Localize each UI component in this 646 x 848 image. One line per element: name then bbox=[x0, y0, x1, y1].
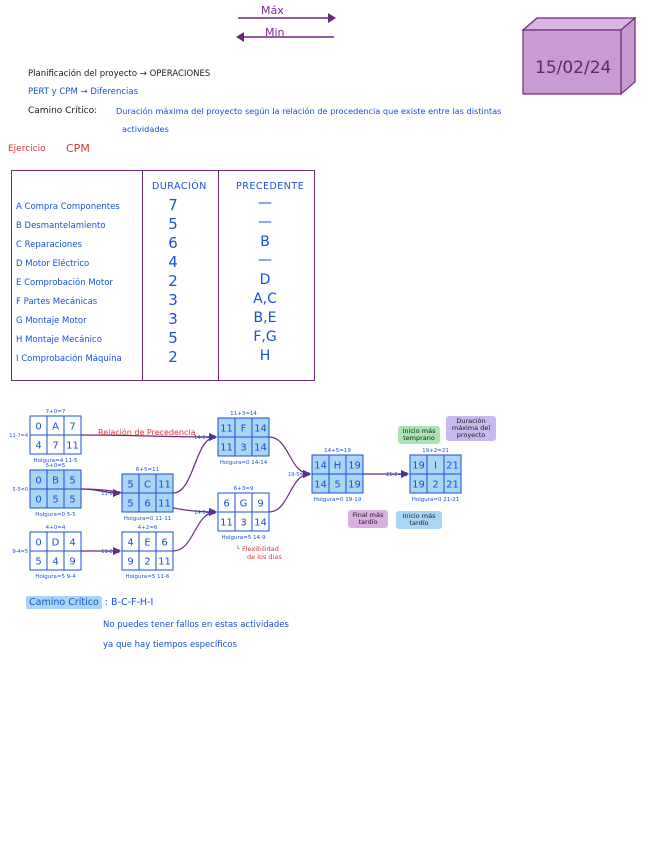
max-label: Máx bbox=[261, 4, 284, 17]
late-start-callout bbox=[396, 511, 442, 529]
node-left-calc: 5-5=0 bbox=[12, 487, 28, 493]
node-cell-value: 9 bbox=[257, 498, 264, 510]
precedent-header: PRECEDENTE bbox=[236, 181, 305, 192]
node-holgura: Holgura=0 21-21 bbox=[411, 497, 460, 503]
node-top-calc: 19+2=21 bbox=[422, 448, 449, 454]
node-cell-value: 5 bbox=[334, 479, 341, 491]
node-holgura: Holgura=5 14-9 bbox=[221, 535, 266, 541]
critical-path-definition-1: Duración máxima del proyecto según la relación de procedencia que existe entre las distintas bbox=[116, 106, 502, 116]
node-cell-value: 0 bbox=[35, 494, 42, 506]
min-label: Min bbox=[265, 26, 285, 39]
activity-precedent: B,E bbox=[253, 310, 277, 326]
node-cell-value: H bbox=[333, 460, 342, 472]
node-cell-value: 14 bbox=[314, 460, 327, 472]
node-top-calc: 14+5=19 bbox=[324, 448, 351, 454]
activity-name: D Motor Eléctrico bbox=[16, 259, 90, 269]
node-cell-value: 9 bbox=[127, 556, 134, 568]
activity-name: C Reparaciones bbox=[16, 240, 82, 250]
node-cell-value: 11 bbox=[220, 442, 233, 454]
node-B bbox=[12, 463, 81, 518]
node-E bbox=[101, 525, 173, 580]
node-cell-value: 21 bbox=[446, 479, 459, 491]
min-arrow-icon bbox=[236, 31, 336, 43]
flex-label-2: de los días bbox=[247, 553, 282, 561]
node-cell-value: 19 bbox=[348, 479, 361, 491]
relation-label: Relación de Precedencia bbox=[98, 428, 196, 437]
activity-name: F Partes Mecánicas bbox=[16, 297, 98, 307]
exercise-method: CPM bbox=[66, 142, 90, 155]
activity-precedent: B bbox=[260, 234, 270, 250]
activity-duration: 6 bbox=[168, 234, 178, 252]
node-left-calc: 14-3=11 bbox=[194, 510, 216, 516]
node-cell-value: I bbox=[434, 460, 437, 472]
node-cell-value: 0 bbox=[35, 475, 42, 487]
activity-duration: 4 bbox=[168, 253, 178, 271]
node-cell-value: 19 bbox=[412, 479, 425, 491]
node-holgura: Holgura=4 11-5 bbox=[33, 458, 78, 464]
conclusion-note-1: No puedes tener fallos en estas actividades bbox=[103, 620, 289, 630]
exercise-label: Ejercicio bbox=[8, 144, 46, 154]
activity-duration: 7 bbox=[168, 196, 178, 214]
node-C bbox=[101, 467, 173, 522]
node-top-calc: 11+3=14 bbox=[230, 411, 257, 417]
node-I bbox=[386, 448, 461, 503]
critical-path-sequence: : B-C-F-H-I bbox=[104, 597, 154, 608]
activity-precedent: — bbox=[258, 195, 272, 211]
node-cell-value: 2 bbox=[144, 556, 151, 568]
max-duration-text: Duración máxima del proyecto bbox=[451, 417, 491, 439]
node-left-calc: 21-2=19 bbox=[386, 472, 408, 478]
cpm-network-diagram bbox=[0, 400, 646, 600]
node-cell-value: 5 bbox=[52, 494, 59, 506]
node-A bbox=[9, 409, 81, 464]
node-cell-value: 7 bbox=[69, 421, 76, 433]
node-cell-value: 5 bbox=[127, 479, 134, 491]
node-D bbox=[12, 525, 81, 580]
activity-precedent: — bbox=[258, 214, 272, 230]
activity-precedent: D bbox=[259, 272, 271, 288]
late-finish-callout bbox=[348, 510, 388, 528]
conclusion-note-2: ya que hay tiempos específicos bbox=[103, 640, 237, 650]
node-cell-value: 11 bbox=[66, 440, 79, 452]
node-cell-value: 14 bbox=[314, 479, 327, 491]
date-text: 15/02/24 bbox=[535, 58, 612, 78]
date-cube bbox=[519, 16, 639, 98]
activity-duration: 3 bbox=[168, 310, 178, 328]
node-cell-value: 14 bbox=[254, 517, 267, 529]
node-left-calc: 11-7=4 bbox=[9, 433, 28, 439]
node-top-calc: 6+3=9 bbox=[233, 486, 254, 492]
node-G bbox=[194, 486, 269, 541]
activity-precedent: — bbox=[258, 252, 272, 268]
node-cell-value: D bbox=[51, 537, 60, 549]
node-cell-value: G bbox=[239, 498, 248, 510]
critical-path-definition-2: actividades bbox=[122, 124, 169, 134]
node-cell-value: 6 bbox=[161, 537, 168, 549]
node-cell-value: 5 bbox=[69, 494, 76, 506]
node-cell-value: 19 bbox=[348, 460, 361, 472]
conclusion-line bbox=[26, 597, 153, 608]
activity-table bbox=[11, 170, 315, 381]
flex-label-1: └ Flexibilidad bbox=[236, 545, 279, 553]
node-holgura: Holgura=0 14-14 bbox=[219, 460, 268, 466]
node-cell-value: 5 bbox=[69, 475, 76, 487]
node-left-calc: 9-4=5 bbox=[12, 549, 28, 555]
critical-path-highlight: Camino Crítico bbox=[26, 596, 102, 609]
node-F bbox=[194, 411, 269, 466]
node-top-calc: 5+0=5 bbox=[45, 463, 66, 469]
node-cell-value: 7 bbox=[52, 440, 59, 452]
duration-header: DURACIÓN bbox=[152, 181, 207, 192]
activity-name: E Comprobación Motor bbox=[16, 278, 113, 288]
node-top-calc: 4+0=4 bbox=[45, 525, 66, 531]
node-holgura: Holgura=5 9-4 bbox=[35, 574, 76, 580]
node-cell-value: 4 bbox=[52, 556, 59, 568]
node-top-calc: 7+0=7 bbox=[45, 409, 66, 415]
node-cell-value: 6 bbox=[223, 498, 230, 510]
node-cell-value: 14 bbox=[254, 442, 267, 454]
activity-name: I Comprobación Máquina bbox=[16, 354, 122, 364]
activity-duration: 5 bbox=[168, 329, 178, 347]
node-cell-value: 11 bbox=[158, 556, 171, 568]
node-top-calc: 4+2=6 bbox=[137, 525, 158, 531]
activity-precedent: H bbox=[259, 348, 271, 364]
node-left-calc: 11-2=9 bbox=[101, 549, 120, 555]
node-cell-value: 5 bbox=[35, 556, 42, 568]
node-cell-value: 3 bbox=[240, 442, 247, 454]
node-left-calc: 19-5=14 bbox=[288, 472, 310, 478]
node-cell-value: 11 bbox=[158, 479, 171, 491]
intro-line-1: Planificación del proyecto → OPERACIONES bbox=[28, 69, 211, 79]
intro-line-2: PERT y CPM → Diferencias bbox=[28, 87, 139, 97]
node-cell-value: 0 bbox=[35, 537, 42, 549]
node-cell-value: 19 bbox=[412, 460, 425, 472]
activity-duration: 2 bbox=[168, 272, 178, 290]
activity-name: B Desmantelamiento bbox=[16, 221, 106, 231]
edge-C-F bbox=[173, 437, 216, 493]
node-cell-value: B bbox=[52, 475, 59, 487]
node-cell-value: E bbox=[144, 537, 151, 549]
max-arrow-icon bbox=[236, 12, 336, 24]
node-cell-value: 6 bbox=[144, 498, 151, 510]
network-nodes bbox=[9, 409, 461, 580]
edge-E-G bbox=[173, 512, 216, 551]
node-left-calc: 14-3=11 bbox=[194, 435, 216, 441]
node-cell-value: 0 bbox=[35, 421, 42, 433]
node-H bbox=[288, 448, 363, 503]
node-cell-value: 14 bbox=[254, 423, 267, 435]
node-holgura: Holgura=0 19-19 bbox=[313, 497, 362, 503]
activity-precedent: A,C bbox=[253, 291, 277, 307]
node-cell-value: 21 bbox=[446, 460, 459, 472]
critical-path-label: Camino Crítico: bbox=[28, 106, 98, 116]
node-cell-value: 4 bbox=[127, 537, 134, 549]
activity-duration: 3 bbox=[168, 291, 178, 309]
activity-duration: 5 bbox=[168, 215, 178, 233]
node-cell-value: 11 bbox=[220, 423, 233, 435]
node-cell-value: 9 bbox=[69, 556, 76, 568]
node-cell-value: 4 bbox=[35, 440, 42, 452]
node-cell-value: 2 bbox=[432, 479, 439, 491]
max-duration-callout bbox=[446, 416, 496, 441]
node-cell-value: 11 bbox=[220, 517, 233, 529]
node-left-calc: 11-6=5 bbox=[101, 491, 120, 497]
late-finish-text: Final más tardío bbox=[352, 511, 384, 526]
activity-name: A Compra Componentes bbox=[16, 202, 120, 212]
node-cell-value: 5 bbox=[127, 498, 134, 510]
activity-precedent: F,G bbox=[253, 329, 277, 345]
activity-name: G Montaje Motor bbox=[16, 316, 87, 326]
node-holgura: Holgura=0 11-11 bbox=[123, 516, 172, 522]
node-holgura: Holgura=5 11-6 bbox=[125, 574, 170, 580]
early-start-text: Inicio más temprano bbox=[402, 427, 436, 442]
node-top-calc: 6+5=11 bbox=[135, 467, 160, 473]
edge-F-H bbox=[269, 437, 310, 474]
node-cell-value: 3 bbox=[240, 517, 247, 529]
node-cell-value: A bbox=[52, 421, 59, 433]
activity-duration: 2 bbox=[168, 348, 178, 366]
node-cell-value: F bbox=[240, 423, 247, 435]
activity-name: H Montaje Mecánico bbox=[16, 335, 102, 345]
early-start-callout bbox=[398, 426, 440, 444]
node-holgura: Holgura=0 5-5 bbox=[35, 512, 76, 518]
node-cell-value: 4 bbox=[69, 537, 76, 549]
edge-G-H bbox=[269, 474, 310, 512]
late-start-text: Inicio más tardío bbox=[402, 512, 436, 527]
node-cell-value: C bbox=[144, 479, 151, 491]
node-cell-value: 11 bbox=[158, 498, 171, 510]
